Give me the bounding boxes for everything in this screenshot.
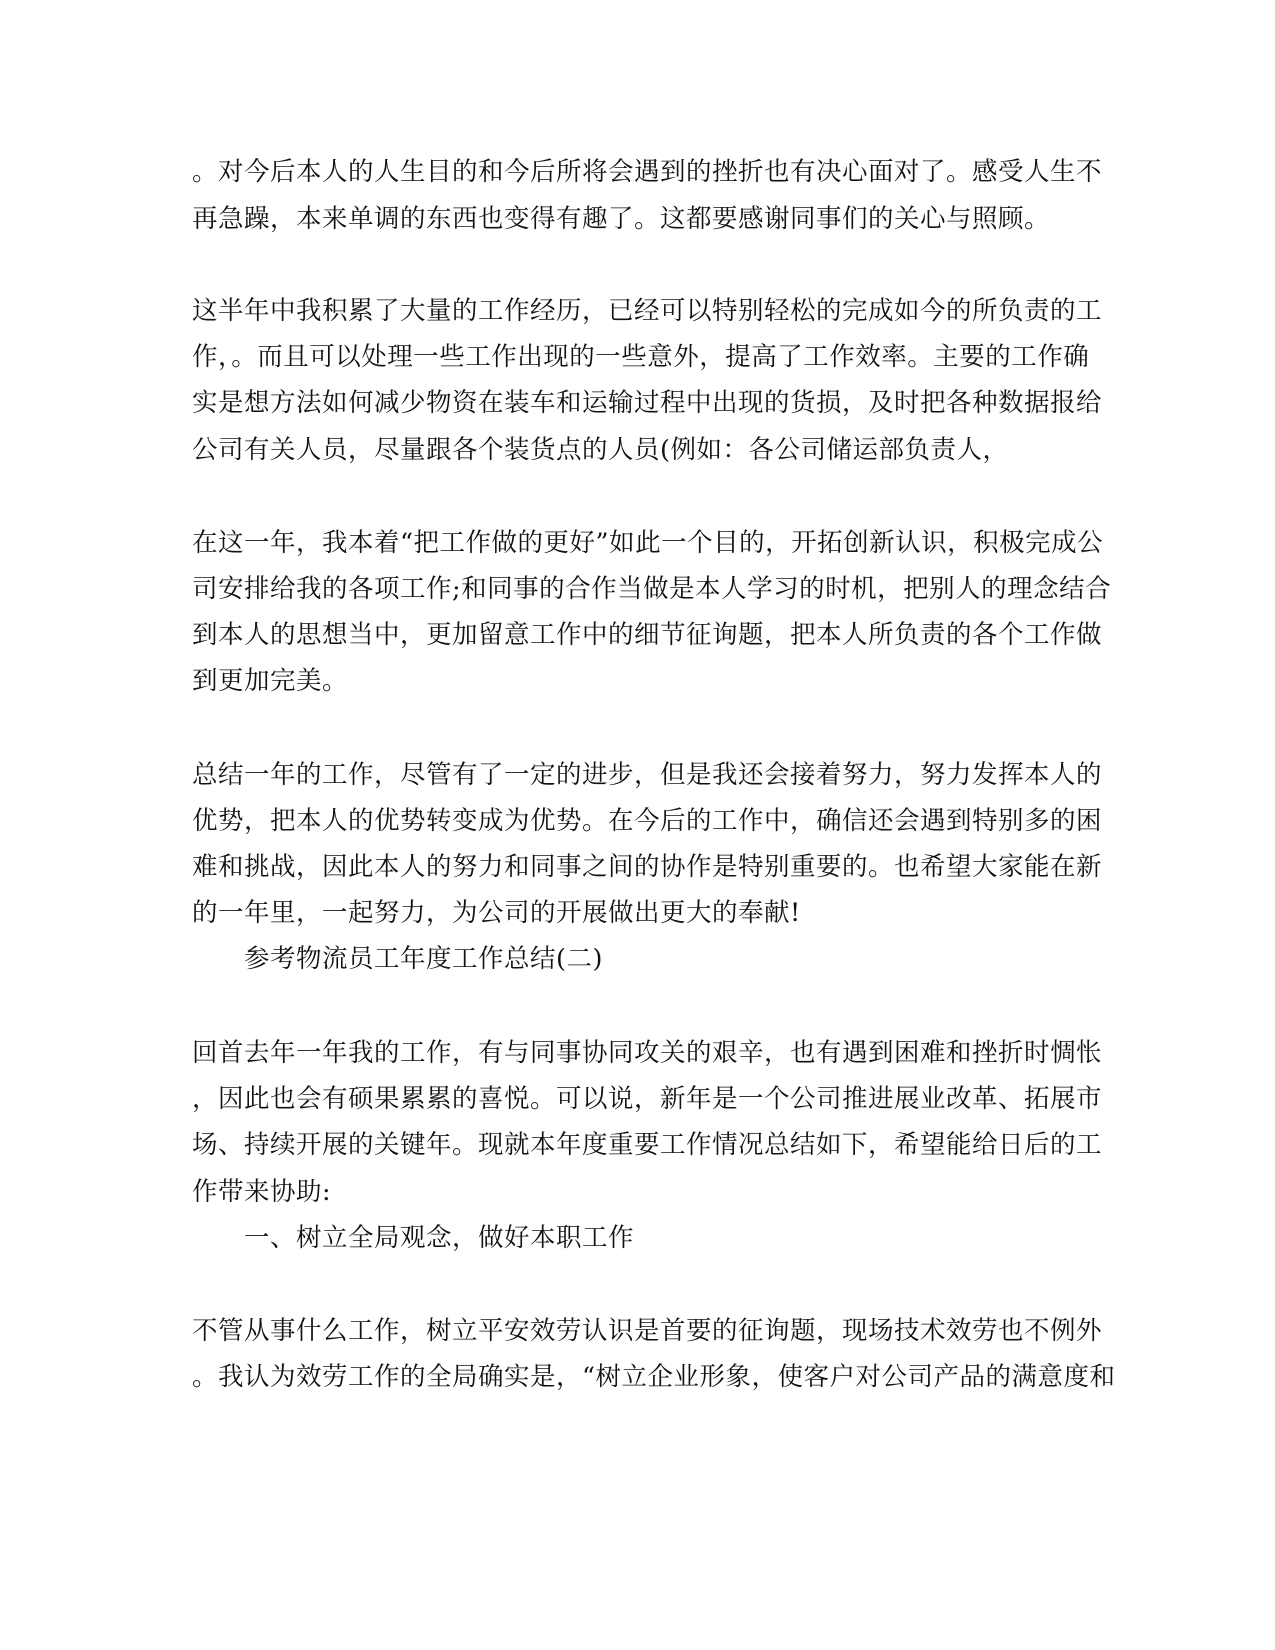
- paragraph-2-line-4: 公司有关人员，尽量跟各个装货点的人员(例如：各公司储运部负责人，: [192, 435, 1009, 465]
- paragraph-2-line-3: 实是想方法如何减少物资在装车和运输过程中出现的货损，及时把各种数据报给: [192, 388, 1103, 418]
- paragraph-6-line-2: ，因此也会有硕果累累的喜悦。可以说，新年是一个公司推进展业改革、拓展市: [192, 1084, 1103, 1114]
- paragraph-2-line-2: 作，。而且可以处理一些工作出现的一些意外，提高了工作效率。主要的工作确: [192, 342, 1090, 372]
- paragraph-3-line-3: 到本人的思想当中，更加留意工作中的细节征询题，把本人所负责的各个工作做: [192, 620, 1103, 650]
- paragraph-3-line-2: 司安排给我的各项工作;和同事的合作当做是本人学习的时机，把别人的理念结合: [192, 574, 1112, 604]
- subsection-heading: 一、树立全局观念，做好本职工作: [244, 1223, 635, 1253]
- paragraph-4-line-3: 难和挑战，因此本人的努力和同事之间的协作是特别重要的。也希望大家能在新: [192, 852, 1103, 882]
- paragraph-4-line-1: 总结一年的工作，尽管有了一定的进步，但是我还会接着努力，努力发挥本人的: [192, 760, 1103, 790]
- paragraph-1-line-2: 再急躁，本来单调的东西也变得有趣了。这都要感谢同事们的关心与照顾。: [192, 204, 1051, 234]
- paragraph-8-line-1: 不管从事什么工作，树立平安效劳认识是首要的征询题，现场技术效劳也不例外: [192, 1316, 1103, 1346]
- paragraph-6-line-1: 回首去年一年我的工作，有与同事协同攻关的艰辛，也有遇到困难和挫折时惆怅: [192, 1038, 1103, 1068]
- paragraph-1-line-1: 。对今后本人的人生目的和今后所将会遇到的挫折也有决心面对了。感受人生不: [192, 157, 1103, 187]
- paragraph-2-line-1: 这半年中我积累了大量的工作经历，已经可以特别轻松的完成如今的所负责的工: [192, 296, 1103, 326]
- paragraph-8-line-2: 。我认为效劳工作的全局确实是，“树立企业形象，使客户对公司产品的满意度和: [192, 1362, 1116, 1392]
- paragraph-4-line-4: 的一年里，一起努力，为公司的开展做出更大的奉献!: [192, 898, 801, 928]
- paragraph-3-line-4: 到更加完美。: [192, 666, 349, 696]
- paragraph-6-line-3: 场、持续开展的关键年。现就本年度重要工作情况总结如下，希望能给日后的工: [192, 1130, 1103, 1160]
- paragraph-4-line-2: 优势，把本人的优势转变成为优势。在今后的工作中，确信还会遇到特别多的困: [192, 806, 1103, 836]
- paragraph-6-line-4: 作带来协助:: [192, 1177, 332, 1207]
- section-heading: 参考物流员工年度工作总结(二): [244, 944, 603, 974]
- paragraph-3-line-1: 在这一年，我本着“把工作做的更好”如此一个目的，开拓创新认识，积极完成公: [192, 528, 1104, 558]
